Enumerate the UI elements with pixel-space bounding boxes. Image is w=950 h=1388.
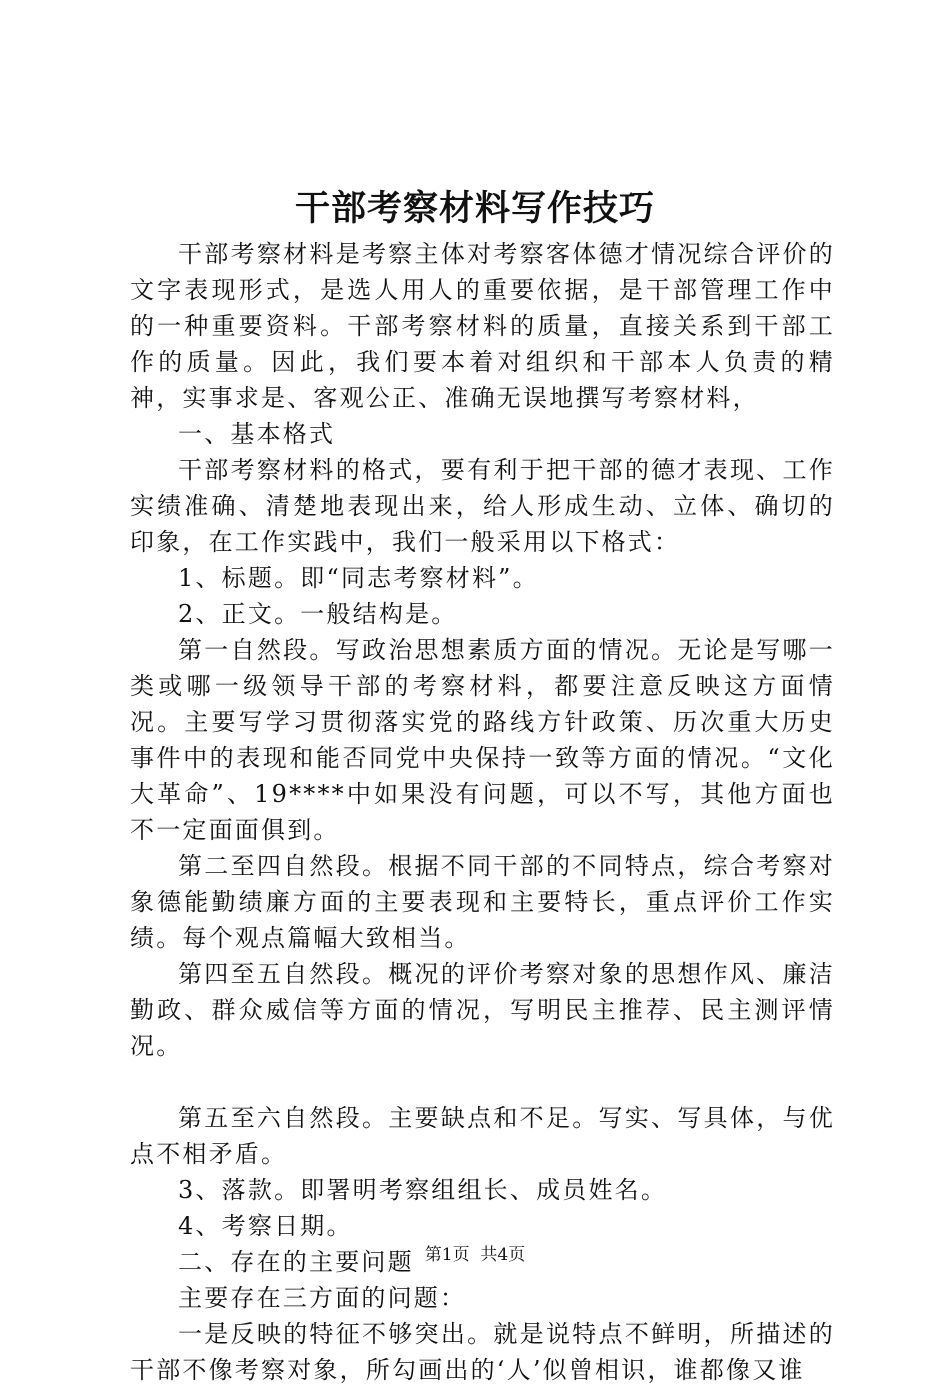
section-heading-problems: 二、存在的主要问题 [178, 1248, 414, 1276]
document-title: 干部考察材料写作技巧 [294, 188, 655, 229]
page-number: 第1页 [424, 1245, 470, 1265]
section-heading-basic-format: 一、基本格式 [178, 420, 336, 448]
list-item-signature: 3、落款。即署明考察组组长、成员姓名。 [178, 1176, 668, 1204]
paragraph-problem-one: 一是反映的特征不够突出。就是说特点不鲜明，所描述的干部不像考察对象，所勾画出的‘人’似曾相识，谁都像又谁 [130, 1320, 835, 1384]
paragraph-second-to-fourth: 第二至四自然段。根据不同干部的不同特点，综合考察对象德能勤绩廉方面的主要表现和主要特长，重点评价工作实绩。每个观点篇幅大致相当。 [130, 852, 835, 952]
paragraph-format-intro: 干部考察材料的格式，要有利于把干部的德才表现、工作实绩准确、清楚地表现出来，给人形成生动、立体、确切的印象，在工作实践中，我们一般采用以下格式： [130, 456, 835, 556]
paragraph-first-section: 第一自然段。写政治思想素质方面的情况。无论是写哪一类或哪一级领导干部的考察材料，都要注意反映这方面情况。主要写学习贯彻落实党的路线方针政策、历次重大历史事件中的表现和能否同党中央保持一致等方面的情况。“文化大革命”、19****中如果没有问题，可以不写，其他方面也不一定面面俱到。 [130, 636, 835, 844]
list-item-body: 2、正文。一般结构是。 [178, 600, 458, 628]
document-body [130, 236, 835, 1388]
list-item-title: 1、标题。即“同志考察材料”。 [178, 564, 539, 592]
paragraph-problems-intro: 主要存在三方面的问题： [178, 1284, 467, 1312]
paragraph-fifth-to-sixth: 第五至六自然段。主要缺点和不足。写实、写具体，与优点不相矛盾。 [130, 1104, 835, 1168]
page-footer [0, 1243, 950, 1267]
paragraph-intro: 干部考察材料是考察主体对考察客体德才情况综合评价的文字表现形式，是选人用人的重要依据，是干部管理工作中的一种重要资料。干部考察材料的质量，直接关系到干部工作的质量。因此，我们要本着对组织和干部本人负责的精神，实事求是、客观公正、准确无误地撰写考察材料， [130, 240, 835, 412]
list-item-date: 4、考察日期。 [178, 1212, 353, 1240]
paragraph-fourth-to-fifth: 第四至五自然段。概况的评价考察对象的思想作风、廉洁勤政、群众威信等方面的情况，写明民主推荐、民主测评情况。 [130, 960, 835, 1060]
footer-separator [470, 1245, 481, 1265]
page-total: 共4页 [480, 1245, 526, 1265]
